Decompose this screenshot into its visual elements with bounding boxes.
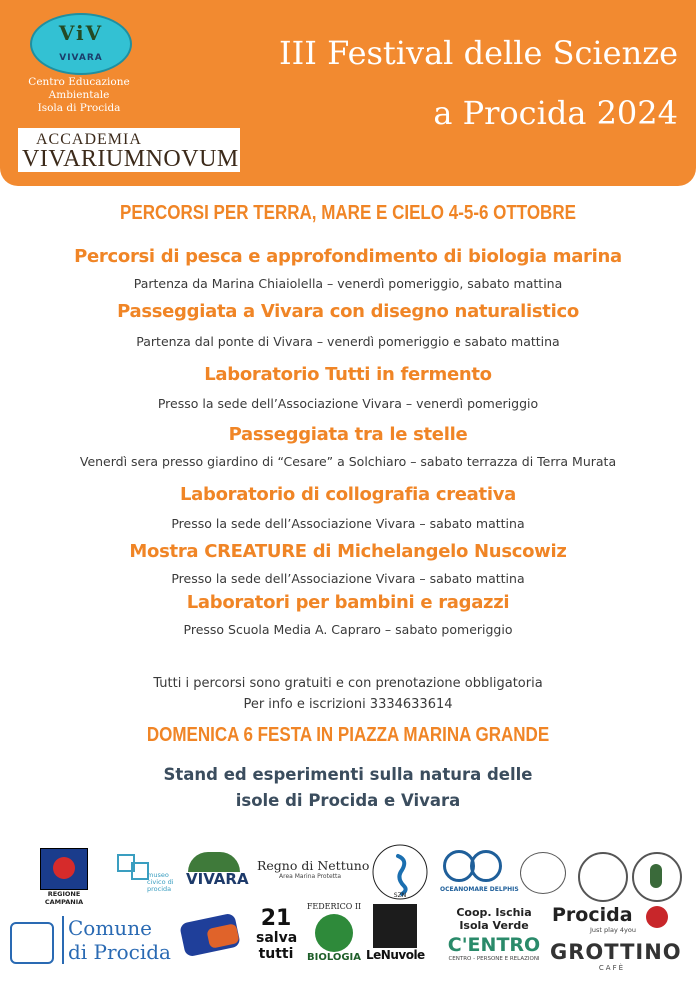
event-detail: Venerdì sera presso giardino di “Cesare” a Solchiaro – sabato terrazza di Terra Murata [79,454,617,469]
regione-campania-logo [33,846,95,906]
coop-line1: Coop. Ischia [456,906,532,919]
comune-di-procida-logo [6,914,172,968]
coop-line2: Isola Verde [459,919,529,932]
sunday-heading: DOMENICA 6 FESTA IN PIAZZA MARINA GRANDE [146,724,550,746]
event-detail: Presso la sede dell’Associazione Vivara – sabato mattina [171,516,525,531]
museo-label: museo civico di procida [147,871,174,893]
event-title: Laboratorio Tutti in fermento [204,364,492,385]
event-detail: Partenza dal ponte di Vivara – venerdì pomeriggio e sabato mattina [136,334,560,349]
info-phone: Per info e iscrizioni 3334633614 [243,697,453,712]
museo-civico-logo [113,852,179,894]
le-nuvole-logo [366,904,424,970]
event-title: Mostra CREATURE di Michelangelo Nuscowiz [129,541,567,562]
salva-line2: salva [256,930,298,946]
federico-ii-biologia-logo [306,902,362,972]
salva-line1: 21 [260,906,292,931]
nuvole-label: LeNuvole [366,948,425,962]
vivara-logo-mark: ViV [58,21,104,45]
nettuno-label: Regno di Nettuno [257,858,370,873]
sunday-line2: isole di Procida e Vivara [235,791,461,810]
accademia-logo [18,128,240,172]
festival-title-line1: III Festival delle Scienze [279,34,678,72]
event-title: Laboratori per bambini e ragazzi [186,592,510,613]
event-detail: Partenza da Marina Chiaiolella – venerdì pomeriggio, sabato mattina [133,276,563,291]
accademia-top: ACCADEMIA [36,131,142,148]
coop-ischia-isola-verde [440,906,548,970]
grottino-label: GROTTINO [550,940,682,964]
salva-line3: tutti [258,946,294,962]
sunday-line1: Stand ed esperimenti sulla natura delle [163,765,533,784]
org-line: Ambientale [48,89,110,101]
centro-label: C'ENTRO [447,934,541,956]
org-line: Centro Educazione [28,76,130,88]
info-line: Tutti i percorsi sono gratuiti e con prenotazione obbligatoria [153,676,543,691]
comune-line1: Comune [68,916,152,940]
comune-line2: di Procida [68,940,171,964]
event-title: Passeggiata tra le stelle [228,424,468,445]
vivara-reserve-label: VIVARA [186,870,249,888]
association-seal-logo [632,852,682,902]
delphis-label: OCEANOMARE DELPHIS [440,886,519,893]
biologia-label: BIOLOGIA [306,952,362,963]
circle-logo [514,848,572,898]
association-seal-logo [578,852,628,902]
vivara-logo [30,13,132,75]
vivara-logo-text: VIVARA [59,53,103,63]
event-title: Laboratorio di collografia creativa [180,484,516,505]
centro-sub: CENTRO - PERSONE E RELAZIONI [448,956,540,962]
regno-di-nettuno-logo [257,858,370,890]
21-salva-tutti-logo [256,908,296,966]
vivara-reserve-logo [186,852,249,890]
intro-heading: PERCORSI PER TERRA, MARE E CIELO 4-5-6 OTTOBRE [120,202,576,224]
europe-logo [178,906,244,962]
cafe-label: CAFÈ [598,964,626,972]
grottino-cafe-logo [550,940,682,976]
federico-label: FEDERICO II [306,902,362,911]
procida-sub: Just play 4you [590,926,636,934]
festival-title-line2: a Procida 2024 [433,94,678,132]
regione-label: REGIONE CAMPANIA [44,890,84,906]
event-detail: Presso la sede dell’Associazione Vivara – venerdì pomeriggio [157,396,539,411]
procida-label: Procida [552,904,633,926]
event-detail: Presso la sede dell’Associazione Vivara – sabato mattina [171,571,525,586]
oceanomare-delphis-logo [440,850,519,898]
organization-name [20,76,138,115]
event-title: Percorsi di pesca e approfondimento di biologia marina [74,246,622,267]
nettuno-sub: Area Marina Protetta [279,873,342,880]
stazione-zoologica-logo [368,842,432,904]
event-title: Passeggiata a Vivara con disegno naturalistico [117,301,579,322]
event-detail: Presso Scuola Media A. Capraro – sabato pomeriggio [183,622,513,637]
szn-abbr: SZN [393,892,407,899]
header-banner [0,0,696,186]
org-line: Isola di Procida [37,102,121,114]
procida-just-play-logo [552,904,672,938]
accademia-bottom: VIVARIUMNOVUM [22,146,239,172]
